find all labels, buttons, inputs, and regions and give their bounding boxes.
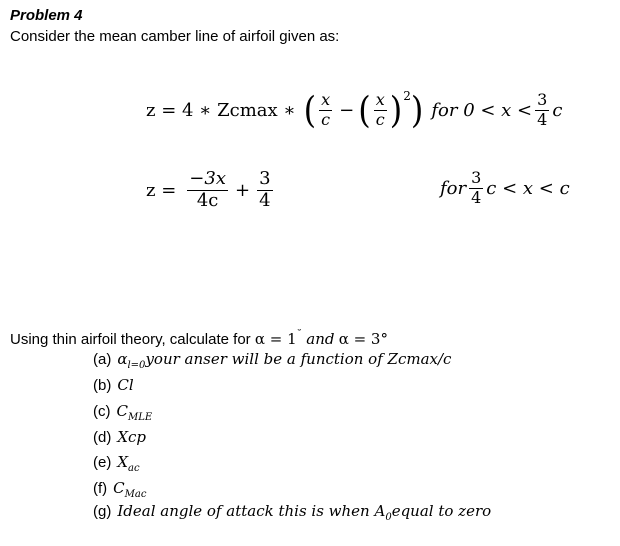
equation-1 <box>146 88 563 133</box>
item-rest: your anser will be a function of Zcmax/c <box>145 350 452 368</box>
eq1-frac-num: x <box>321 90 331 109</box>
eq2-range-den: 4 <box>471 187 482 207</box>
item-main: C <box>113 479 125 497</box>
item-label: (d) <box>93 429 112 446</box>
eq1-lhs: z = 4 ∗ Zcmax ∗ <box>146 99 296 121</box>
eq1-frac-den: c <box>321 109 331 129</box>
eq2-fraction-1 <box>187 170 228 211</box>
item-g <box>93 502 492 523</box>
task-intro: Using thin airfoil theory, calculate for <box>10 331 251 348</box>
eq1-range-den: 4 <box>537 109 548 129</box>
eq2-lhs: z = <box>146 179 177 201</box>
eq2-frac2-den: 4 <box>259 189 271 211</box>
eq2-range-suffix: c < x < c <box>486 177 570 199</box>
eq1-frac2-den: c <box>375 109 385 129</box>
item-d <box>93 428 146 446</box>
eq1-fraction-x-over-c-squared <box>374 92 387 129</box>
eq1-open-paren: ( <box>303 88 317 133</box>
eq1-inner-close-paren: ) <box>389 88 403 133</box>
item-label: (g) <box>93 503 112 520</box>
item-label: (c) <box>93 403 111 420</box>
eq2-frac1-den: 4c <box>196 189 219 211</box>
eq1-power: 2 <box>403 89 411 104</box>
item-main: α <box>117 350 128 368</box>
equation-2 <box>146 170 276 211</box>
item-label: (e) <box>93 454 112 471</box>
item-a <box>93 350 452 371</box>
item-rest: equal to zero <box>391 502 492 520</box>
eq1-range-num: 3 <box>537 90 548 109</box>
item-sub: MLE <box>127 412 153 423</box>
task-alpha1-mark: ˘ <box>296 328 303 341</box>
eq1-close-paren: ) <box>410 88 424 133</box>
item-c <box>93 402 153 423</box>
equation-2-condition <box>440 170 570 207</box>
task-alpha2: α = 3° <box>338 330 388 348</box>
eq1-minus: − <box>339 99 355 121</box>
item-main: X <box>117 453 129 471</box>
eq2-range-num: 3 <box>471 168 482 187</box>
eq1-range-fraction <box>535 92 549 129</box>
task-alpha1: α = 1 <box>254 330 297 348</box>
eq1-range-suffix: c <box>552 99 563 121</box>
eq2-frac1-num: −3x <box>189 168 226 189</box>
item-label: (b) <box>93 377 112 394</box>
item-e <box>93 453 140 474</box>
eq1-inner-open-paren: ( <box>358 88 371 133</box>
eq2-condition: for <box>440 177 467 199</box>
eq1-fraction-x-over-c <box>319 92 332 129</box>
item-main: Cl <box>117 376 134 394</box>
item-sub: Mac <box>124 489 147 500</box>
item-main: Ideal angle of attack this is when A <box>117 502 386 520</box>
item-f <box>93 479 147 500</box>
problem-heading: Problem 4 <box>10 7 83 24</box>
item-b <box>93 376 134 394</box>
task-and: and <box>306 330 335 348</box>
item-sub: ac <box>128 463 140 474</box>
eq2-range-fraction <box>469 170 483 207</box>
item-main: C <box>116 402 128 420</box>
problem-intro: Consider the mean camber line of airfoil given as: <box>10 28 340 45</box>
task-statement <box>10 330 388 348</box>
eq1-frac2-num: x <box>375 90 385 109</box>
item-label: (f) <box>93 480 108 497</box>
item-sub: 0 <box>385 512 392 523</box>
eq2-frac2-num: 3 <box>259 168 271 189</box>
item-label: (a) <box>93 351 112 368</box>
eq2-fraction-2 <box>257 170 272 211</box>
item-main: Xcp <box>117 428 147 446</box>
eq2-plus: + <box>234 179 251 201</box>
eq1-condition: for 0 < x < <box>431 99 533 121</box>
item-sub: l=0 <box>127 360 146 371</box>
